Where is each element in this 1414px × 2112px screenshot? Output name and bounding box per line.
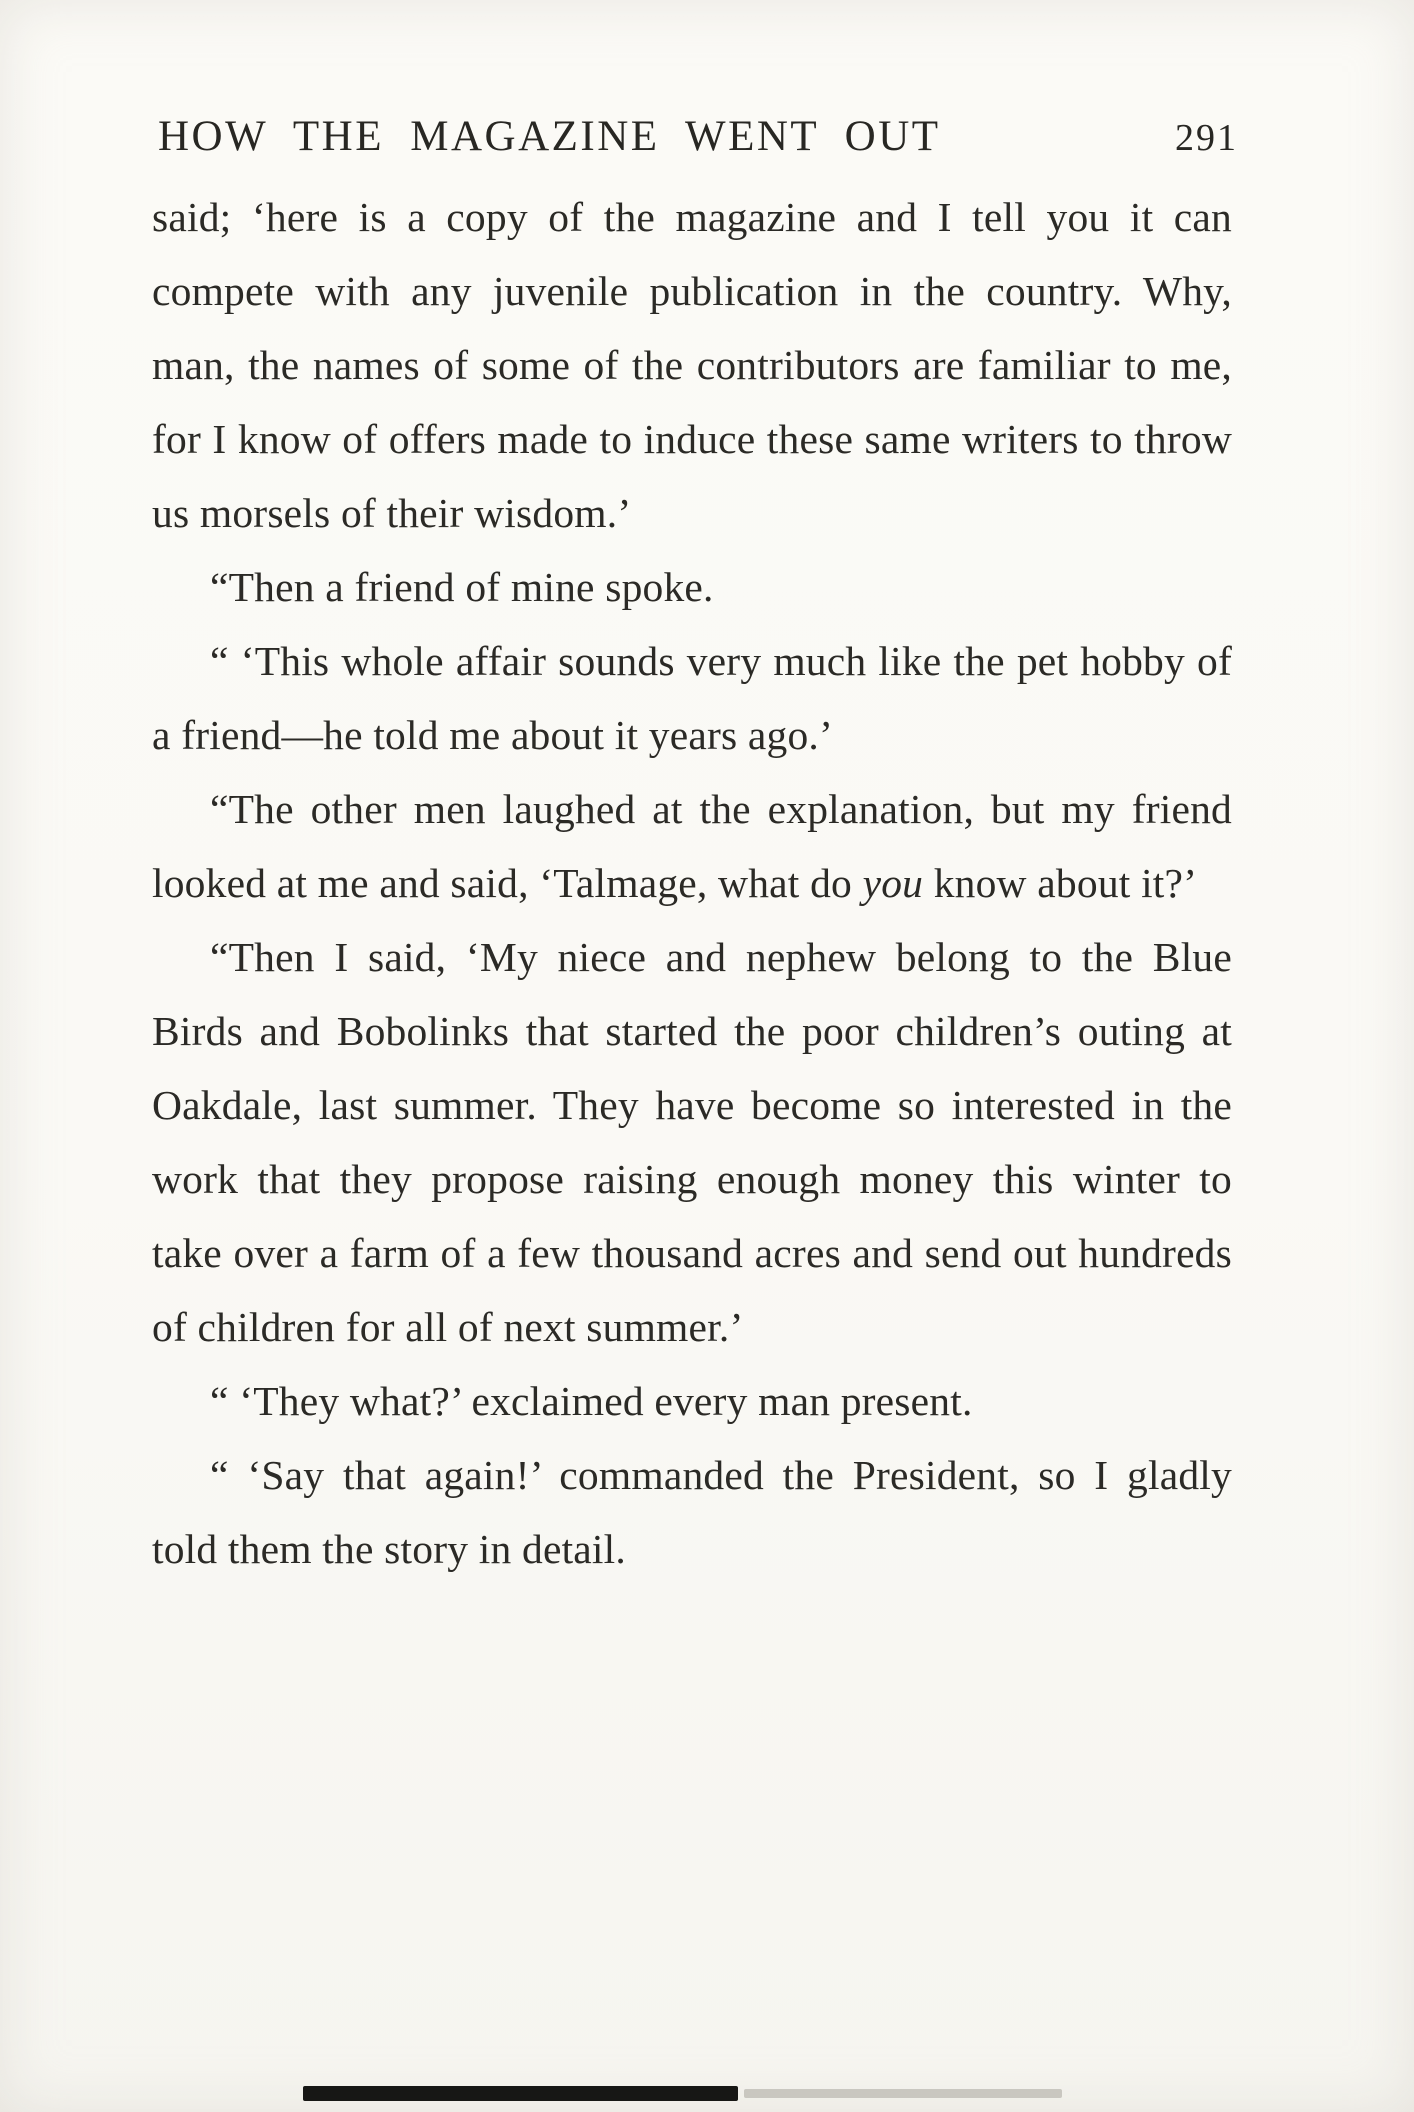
text-segment: said; ‘here is a copy of the magazine and I tell you it can compete with any juvenile publication in the country. Why, man, the names of some of the contributors are familiar to me, for I know of offers made to induce these same writers to throw us morsels of their wisdom.’: [152, 194, 1232, 536]
text-segment: know about it?’: [923, 860, 1198, 906]
text-segment: “Then a friend of mine spoke.: [210, 564, 714, 610]
body-text: [152, 180, 1232, 1586]
paragraph: [152, 550, 1232, 624]
running-header: [158, 112, 1238, 161]
text-segment: “ ‘Say that again!’ commanded the President, so I gladly told them the story in detail.: [152, 1452, 1232, 1572]
text-segment: “Then I said, ‘My niece and nephew belong to the Blue Birds and Bobolinks that started the poor children’s outing at Oakdale, last summer. They have become so interested in the work that they propose raising enough money this winter to take over a farm of a few thousand acres and send out hundreds of children for all of next summer.’: [152, 934, 1232, 1350]
paragraph: [152, 180, 1232, 550]
text-segment: “The other men laughed at the explanation, but my friend looked at me and said, ‘Talmage, what do: [152, 786, 1232, 906]
paragraph: [152, 920, 1232, 1364]
text-segment: “ ‘They what?’ exclaimed every man present.: [210, 1378, 973, 1424]
scan-artifact-dark: [303, 2086, 738, 2101]
text-segment: “ ‘This whole affair sounds very much like the pet hobby of a friend—he told me about it years ago.’: [152, 638, 1232, 758]
paragraph: [152, 624, 1232, 772]
page-title: HOW THE MAGAZINE WENT OUT: [158, 113, 941, 160]
text-segment: you: [862, 860, 924, 906]
paragraph: [152, 1364, 1232, 1438]
paragraph: [152, 772, 1232, 920]
paragraph: [152, 1438, 1232, 1586]
scan-artifact-light: [744, 2089, 1062, 2098]
page-number: 291: [1175, 117, 1238, 159]
